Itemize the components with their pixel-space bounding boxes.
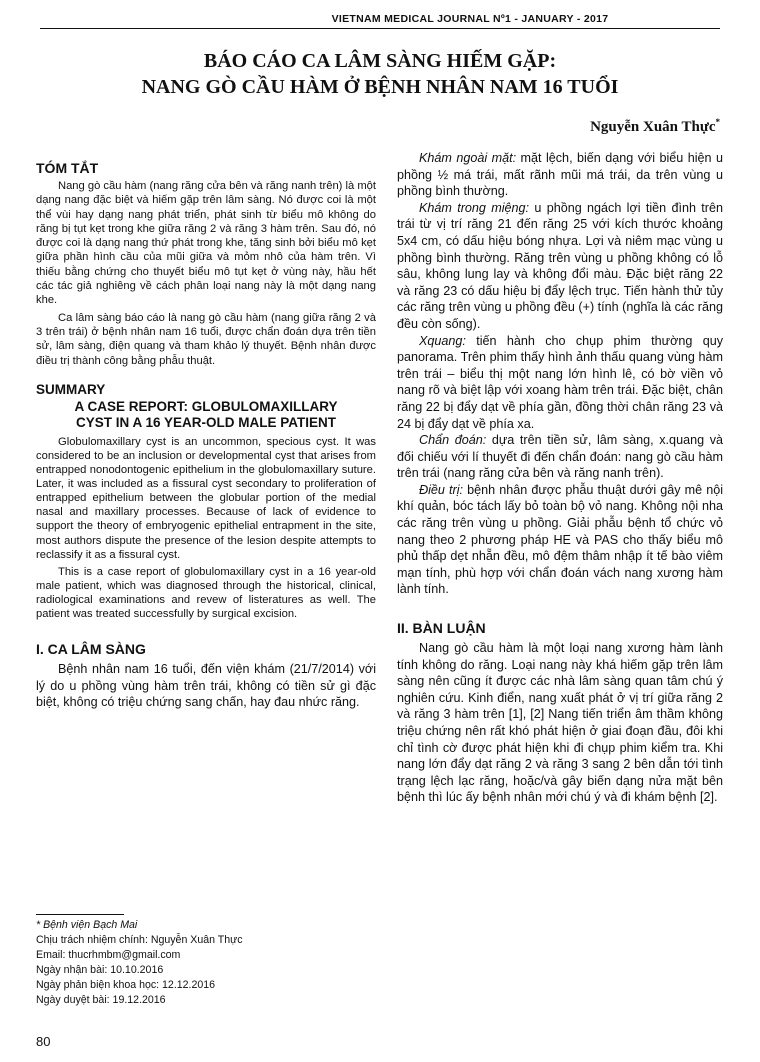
xray-text: tiến hành cho chụp phim thường quy panorama. Trên phim thấy hình ảnh thấu quang vùng hàm trên trái – biểu thị một nang lớn hình lê, có bờ viền vỏ nang rõ và biệt lập với xoang hàm trên trái. Đặc biệt, chân răng 22 bị đẩy dạt về phía gần, đồng thời chân răng 23 và 24 bị đẩy dạt về phía xa.: [397, 333, 723, 431]
external-exam-paragraph: [397, 150, 723, 200]
abstract-en-title-line-2: CYST IN A 16 YEAR-OLD MALE PATIENT: [75, 414, 337, 430]
discussion-paragraph: Nang gò cầu hàm là một loại nang xương hàm lành tính không do răng. Loại nang này khá hiếm gặp trên lâm sàng nên cũng ít được các nhà lâm sàng quan tâm chú ý nghiên cứu. Kinh điển, nang xuất phát ở vị trí giữa răng 2 và răng 3 hàm trên [1], [2] Nang tiến triển âm thầm không triệu chứng nên rất khó phát hiện ở giai đoạn đầu, đôi khi chỉ tình cờ được phát hiện khi đi chụp phim kiểm tra. Khi nang lớn đẩy dạt răng 2 và răng 3 sang 2 bên dẫn tới tình trạng lệch lạc răng, hoặc/và gây biến dạng nửa mặt bên bệnh thì lúc ấy bệnh nhân mới chú ý và đi khám bệnh [2].: [397, 641, 723, 805]
abstract-en-title: [36, 399, 376, 431]
section-1-heading: I. CA LÂM SÀNG: [36, 641, 146, 658]
treatment-label: Điều trị:: [419, 482, 463, 497]
xray-paragraph: [397, 333, 723, 433]
abstract-en-title-line-1: A CASE REPORT: GLOBULOMAXILLARY: [74, 398, 338, 414]
intraoral-exam-paragraph: [397, 200, 723, 333]
running-head: VIETNAM MEDICAL JOURNAL Nº1 - JANUARY - 2017: [331, 13, 609, 25]
diagnosis-label: Chẩn đoán:: [419, 433, 487, 448]
footnote-rule: [36, 914, 124, 915]
footnote-responsible: Chịu trách nhiệm chính: Nguyễn Xuân Thực: [36, 934, 243, 946]
author-name: Nguyễn Xuân Thực: [590, 119, 716, 135]
treatment-text: bệnh nhân được phẫu thuật dưới gây mê nội khí quản, bóc tách lấy bỏ toàn bộ vỏ nang. Không nội nha các răng trên vùng u phồng. Giải phẫu bệnh tổ chức vỏ nang theo 2 phương pháp HE và PAS cho thấy biểu mô phủ thấp dẹt nhẵn đều, mô đệm thâm nhập ít tế bào viêm mạn tính, phù hợp với chẩn đoán vách nang xương hàm lành tính.: [397, 482, 724, 597]
right-column: [397, 150, 723, 806]
left-column: [36, 150, 376, 711]
case-intro-paragraph: Bệnh nhân nam 16 tuổi, đến viện khám (21/7/2014) với lý do u phồng vùng hàm trên trái, không có tiền sử gì đặc biệt, không có triệu chứng sang chấn, hay đau nhức răng.: [36, 662, 376, 710]
author-byline: [590, 117, 720, 136]
abstract-en-paragraph-2: This is a case report of globulomaxillary cyst in a 16 year-old male patient, which was diagnosed through the historical, clinical, radiological examinations and revew of listeratures as well. The patient was treated successfully by surgical excision.: [36, 565, 376, 620]
author-footnote-mark: *: [715, 117, 720, 127]
article-title-line-2: NANG GÒ CẦU HÀM Ở BỆNH NHÂN NAM 16 TUỔI: [141, 76, 619, 98]
footnote-institution: * Bệnh viện Bạch Mai: [36, 919, 138, 931]
treatment-paragraph: [397, 482, 723, 598]
header-rule: [40, 28, 720, 29]
abstract-en-paragraph-1: Globulomaxillary cyst is an uncommon, specious cyst. It was considered to be an inclusion or developmental cyst that arises from entrapped nonodontogenic epithelium in the globulomaxillary suture. Later, it was included as a fissural cyst secondary to proliferation of entrapped epithelium between the globular portion of the medial nasal and maxillary processes. Because of lack of evidence to support the theory of embryogenic epithelial entrapment in the site, most authors dispute the presence of the lesion despite attempts to reclassify it as a fissural cyst.: [36, 435, 376, 561]
intraoral-exam-label: Khám trong miệng:: [419, 200, 530, 215]
footnote-email: Email: thucrhmbm@gmail.com: [36, 949, 181, 961]
footnote-reviewed: Ngày phản biện khoa học: 12.12.2016: [36, 979, 216, 991]
footnote-received: Ngày nhận bài: 10.10.2016: [36, 964, 164, 976]
abstract-vi-paragraph-1: Nang gò cầu hàm (nang răng cửa bên và răng nanh trên) là một dạng nang đặc biệt và hiếm gặp trên lâm sàng. Nó được coi là một thể vùi hay dạng nang phát triển, phát sinh từ biểu mô không do răng bị tụt kẹt trong khe giữa răng 2 và răng 3 hàm trên. Sau đó, nó được coi là dạng nang thứ phát trong khe, tăng sinh bởi biểu mô kẹt giữa phần hình cầu của mũi giữa và mỏm nhô của hàm trên. Vì thiếu bằng chứng cho thuyết biểu mô tụt kẹt ở vùng này, hầu hết các tác giả nghiêng về cách phân loại nang này là một dạng nang khe.: [36, 180, 376, 307]
abstract-vi-paragraph-2: Ca lâm sàng báo cáo là nang gò cầu hàm (nang giữa răng 2 và 3 trên trái) ở bệnh nhân nam 16 tuổi, được chẩn đoán dựa trên tiền sử, lâm sàng, điện quang và tham khảo lý thuyết. Bệnh nhân được điều trị thành công bằng phẫu thuật.: [36, 311, 376, 367]
section-2-heading: II. BÀN LUẬN: [397, 620, 486, 637]
external-exam-text: mặt lệch, biến dạng với biểu hiện u phồng ½ má trái, mất rãnh mũi má trái, da trên vùng u phồng bình thường.: [397, 151, 723, 199]
diagnosis-text: dựa trên tiền sử, lâm sàng, x.quang và đối chiếu với lí thuyết đi đến chẩn đoán: nang gò cầu hàm trên trái (nang răng cửa bên và răng nanh trên).: [397, 433, 723, 481]
footnotes: [36, 918, 376, 1008]
external-exam-label: Khám ngoài mặt:: [419, 151, 517, 165]
abstract-vi-heading: TÓM TẮT: [36, 160, 99, 176]
xray-label: Xquang:: [419, 333, 466, 348]
abstract-en-heading: SUMMARY: [36, 381, 106, 397]
footnote-accepted: Ngày duyệt bài: 19.12.2016: [36, 994, 166, 1006]
diagnosis-paragraph: [397, 432, 723, 482]
page-number: 80: [36, 1034, 51, 1049]
article-title-line-1: BÁO CÁO CA LÂM SÀNG HIẾM GẶP:: [203, 50, 557, 72]
intraoral-exam-text: u phồng ngách lợi tiền đình trên trái từ vị trí răng 21 đến răng 25 với kích thước khoảng 5x4 cm, có dấu hiệu bóng nhựa. Lợi và niêm mạc vùng u phồng bình thường. Răng trên vùng u phồng không có lỗ sâu, không lung lay và không đổi màu. Đặc biệt răng 22 và răng 23 có dấu hiệu bị đẩy lệch trục. Tiến hành thử tủy các răng trên vùng u phồng đều (+) tính (nghĩa là các răng đều còn sống).: [397, 200, 723, 331]
